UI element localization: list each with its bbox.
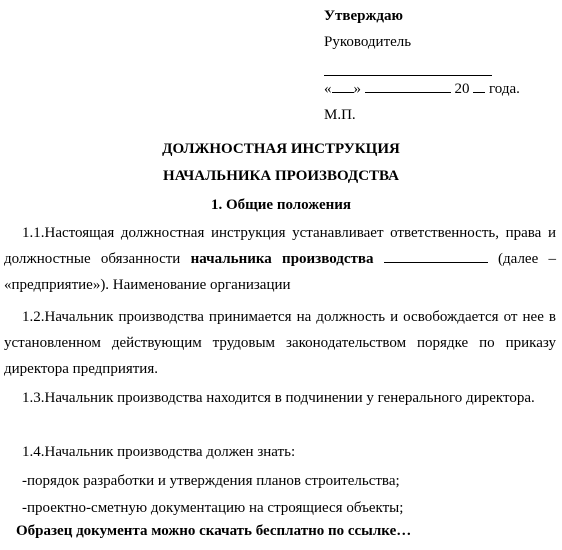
approval-date: « » 20 года. bbox=[324, 76, 520, 102]
approval-role: Руководитель bbox=[324, 34, 412, 50]
name-blank bbox=[384, 248, 488, 263]
month-blank bbox=[365, 78, 451, 93]
paragraph-1-2: 1.2.Начальник производства принимается на должность и освобождается от нее в установленном действующим трудовым законодательством порядке по приказу директора предприятия. bbox=[4, 309, 556, 377]
paragraph-1-1: 1.1.Настоящая должностная инструкция устанавливает ответственность, права и должностные обязанности начальника производства (далее – «предприятие»). Наименование организации bbox=[4, 225, 557, 293]
list-item: -порядок разработки и утверждения планов строительства; bbox=[22, 473, 400, 489]
signature-line bbox=[324, 55, 520, 76]
doc-title-line1: ДОЛЖНОСТНАЯ ИНСТРУКЦИЯ bbox=[162, 141, 400, 157]
seal-label: М.П. bbox=[324, 107, 356, 123]
paragraph-1-4: 1.4.Начальник производства должен знать: bbox=[22, 444, 296, 460]
day-blank bbox=[332, 78, 354, 93]
year-blank bbox=[473, 78, 485, 93]
paragraph-1-3: 1.3.Начальник производства находится в подчинении у генерального директора. bbox=[22, 390, 535, 406]
doc-title-line2: НАЧАЛЬНИКА ПРОИЗВОДСТВА bbox=[163, 168, 399, 184]
section-heading: 1. Общие положения bbox=[210, 197, 352, 213]
approval-title: Утверждаю bbox=[324, 8, 403, 24]
list-item: -проектно-сметную документацию на строящиеся объекты; bbox=[22, 500, 404, 516]
approval-block bbox=[324, 3, 520, 128]
download-link[interactable]: Образец документа можно скачать бесплатно по ссылке… bbox=[16, 523, 412, 539]
